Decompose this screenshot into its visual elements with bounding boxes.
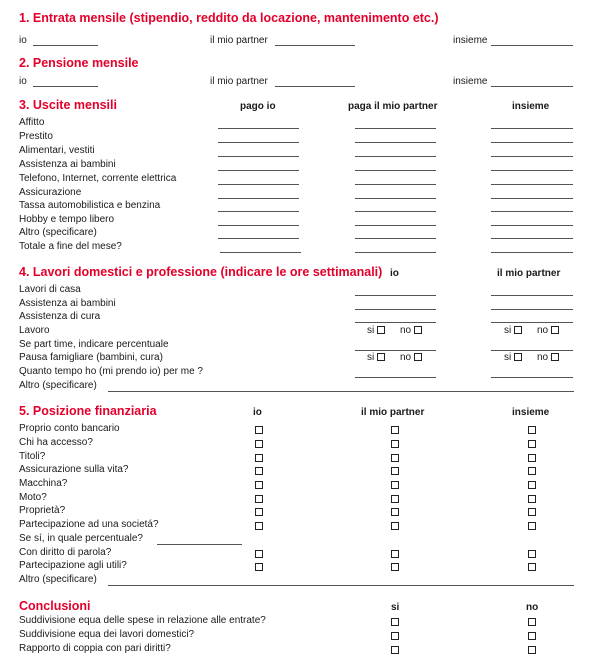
checkbox-partner[interactable]: [391, 508, 399, 516]
expense-field-together[interactable]: [491, 156, 573, 157]
checkbox-partner[interactable]: [391, 563, 399, 571]
expense-row-label: Totale a fine del mese?: [19, 241, 122, 252]
pension-me-field[interactable]: [33, 86, 98, 87]
housework-row-label: Lavoro: [19, 325, 50, 336]
section-2-title: 2. Pensione mensile: [19, 56, 139, 70]
checkbox-partner[interactable]: [391, 454, 399, 462]
checkbox-partner[interactable]: [391, 481, 399, 489]
expense-field-partner[interactable]: [355, 156, 436, 157]
checkbox-partner[interactable]: [391, 550, 399, 558]
checkbox-me[interactable]: [255, 481, 263, 489]
income-me-field[interactable]: [33, 45, 98, 46]
yes-option-me[interactable]: [367, 325, 385, 336]
finance-row-label: Se sí, in quale percentuale?: [19, 533, 143, 544]
no-option-me[interactable]: [400, 325, 422, 336]
expense-field-together[interactable]: [491, 184, 573, 185]
no-label: no: [400, 325, 412, 336]
col-header-me: io: [390, 268, 399, 279]
finance-row-label: Con diritto di parola?: [19, 547, 112, 558]
no-option-partner[interactable]: [537, 352, 559, 363]
housework-row-label: Altro (specificare): [19, 380, 97, 391]
col-header-together: insieme: [512, 101, 550, 112]
finance-row-label: Partecipazione agli utili?: [19, 560, 127, 571]
expense-row-label: Alimentari, vestiti: [19, 145, 95, 156]
hours-field-me[interactable]: [355, 377, 436, 378]
section-5-title: 5. Posizione finanziaria: [19, 404, 157, 418]
checkbox-me[interactable]: [255, 495, 263, 503]
expense-row-label: Telefono, Internet, corrente elettrica: [19, 173, 177, 184]
expense-field-partner[interactable]: [355, 252, 436, 253]
other-specify-field[interactable]: [108, 585, 574, 586]
hours-field-partner[interactable]: [491, 309, 573, 310]
no-option-me[interactable]: [400, 352, 422, 363]
checkbox-partner[interactable]: [391, 426, 399, 434]
expense-field-me[interactable]: [220, 252, 301, 253]
checkbox-yes[interactable]: [391, 632, 399, 640]
expense-field-together[interactable]: [491, 198, 573, 199]
expense-row-label: Assistenza ai bambini: [19, 159, 116, 170]
conclusions-title: Conclusioni: [19, 599, 91, 613]
housework-row-label: Quanto tempo ho (mi prendo io) per me ?: [19, 366, 203, 377]
yes-checkbox[interactable]: [514, 353, 522, 361]
expense-field-together[interactable]: [491, 225, 573, 226]
finance-row-label: Proprio conto bancario: [19, 423, 120, 434]
col-header-i-pay: pago io: [240, 101, 276, 112]
checkbox-me[interactable]: [255, 467, 263, 475]
expense-row-label: Assicurazione: [19, 187, 82, 198]
expense-field-together[interactable]: [491, 142, 573, 143]
checkbox-together[interactable]: [528, 426, 536, 434]
yes-label: si: [367, 352, 375, 363]
expense-field-me[interactable]: [218, 142, 299, 143]
housework-row-label: Assistenza di cura: [19, 311, 101, 322]
hours-field-me[interactable]: [355, 295, 436, 296]
expense-field-me[interactable]: [218, 225, 299, 226]
expense-row-label: Altro (specificare): [19, 227, 97, 238]
income-together-label: insieme: [453, 35, 488, 46]
hours-field-partner[interactable]: [491, 322, 573, 323]
yes-option-partner[interactable]: [504, 325, 522, 336]
checkbox-together[interactable]: [528, 454, 536, 462]
hours-field-me[interactable]: [355, 322, 436, 323]
col-header-partner-pays: paga il mio partner: [348, 101, 438, 112]
col-header-no: no: [526, 602, 539, 613]
housework-row-label: Lavori di casa: [19, 284, 81, 295]
checkbox-no[interactable]: [528, 632, 536, 640]
checkbox-yes[interactable]: [391, 618, 399, 626]
checkbox-together[interactable]: [528, 522, 536, 530]
pension-me-label: io: [19, 76, 27, 87]
col-header-together: insieme: [512, 407, 550, 418]
finance-row-label: Titoli?: [19, 451, 46, 462]
expense-field-partner[interactable]: [355, 128, 436, 129]
expense-field-together[interactable]: [491, 170, 573, 171]
no-label: no: [537, 325, 549, 336]
expense-field-together[interactable]: [491, 238, 573, 239]
expense-field-me[interactable]: [218, 170, 299, 171]
expense-field-me[interactable]: [218, 128, 299, 129]
checkbox-together[interactable]: [528, 563, 536, 571]
conclusion-row-label: Rapporto di coppia con pari diritti?: [19, 643, 171, 654]
yes-label: si: [504, 352, 512, 363]
no-checkbox[interactable]: [414, 353, 422, 361]
yes-checkbox[interactable]: [377, 353, 385, 361]
expense-field-me[interactable]: [218, 211, 299, 212]
finance-row-label: Chi ha accesso?: [19, 437, 93, 448]
section-3-title: 3. Uscite mensili: [19, 98, 117, 112]
checkbox-no[interactable]: [528, 618, 536, 626]
checkbox-me[interactable]: [255, 522, 263, 530]
finance-row-label: Altro (specificare): [19, 574, 97, 585]
yes-label: si: [504, 325, 512, 336]
checkbox-me[interactable]: [255, 454, 263, 462]
housework-row-label: Pausa famigliare (bambini, cura): [19, 352, 163, 363]
yes-checkbox[interactable]: [377, 326, 385, 334]
expense-row-label: Hobby e tempo libero: [19, 214, 115, 225]
expense-field-partner[interactable]: [355, 184, 436, 185]
pension-together-field[interactable]: [491, 86, 573, 87]
checkbox-together[interactable]: [528, 508, 536, 516]
checkbox-yes[interactable]: [391, 646, 399, 654]
expense-field-together[interactable]: [491, 211, 573, 212]
finance-row-label: Proprietà?: [19, 505, 66, 516]
expense-field-me[interactable]: [218, 156, 299, 157]
expense-field-me[interactable]: [218, 198, 299, 199]
checkbox-me[interactable]: [255, 440, 263, 448]
hours-field-partner[interactable]: [491, 377, 573, 378]
checkbox-partner[interactable]: [391, 495, 399, 503]
expense-field-partner[interactable]: [355, 170, 436, 171]
expense-field-partner[interactable]: [355, 238, 436, 239]
yes-option-partner[interactable]: [504, 352, 522, 363]
pension-together-label: insieme: [453, 76, 488, 87]
no-option-partner[interactable]: [537, 325, 559, 336]
checkbox-me[interactable]: [255, 563, 263, 571]
no-label: no: [537, 352, 549, 363]
expense-field-partner[interactable]: [355, 211, 436, 212]
housework-row-label: Se part time, indicare percentuale: [19, 339, 169, 350]
checkbox-no[interactable]: [528, 646, 536, 654]
expense-row-label: Affitto: [19, 117, 45, 128]
checkbox-me[interactable]: [255, 426, 263, 434]
checkbox-me[interactable]: [255, 550, 263, 558]
yes-option-me[interactable]: [367, 352, 385, 363]
expense-field-partner[interactable]: [355, 142, 436, 143]
finance-row-label: Assicurazione sulla vita?: [19, 464, 129, 475]
checkbox-together[interactable]: [528, 440, 536, 448]
expense-field-me[interactable]: [218, 238, 299, 239]
no-checkbox[interactable]: [551, 353, 559, 361]
checkbox-partner[interactable]: [391, 522, 399, 530]
col-header-me: io: [253, 407, 262, 418]
income-partner-field[interactable]: [275, 45, 355, 46]
checkbox-together[interactable]: [528, 467, 536, 475]
no-checkbox[interactable]: [551, 326, 559, 334]
pension-partner-field[interactable]: [275, 86, 355, 87]
yes-label: si: [367, 325, 375, 336]
expense-field-me[interactable]: [218, 184, 299, 185]
hours-field-partner[interactable]: [491, 295, 573, 296]
no-checkbox[interactable]: [414, 326, 422, 334]
hours-field-me[interactable]: [355, 350, 436, 351]
section-1-title: 1. Entrata mensile (stipendio, reddito da locazione, mantenimento etc.): [19, 11, 439, 25]
income-me-label: io: [19, 35, 27, 46]
finance-row-label: Macchina?: [19, 478, 68, 489]
expense-row-label: Prestito: [19, 131, 53, 142]
income-together-field[interactable]: [491, 45, 573, 46]
section-4-title: 4. Lavori domestici e professione (indicare le ore settimanali): [19, 265, 383, 279]
hours-field-partner[interactable]: [491, 350, 573, 351]
yes-checkbox[interactable]: [514, 326, 522, 334]
checkbox-me[interactable]: [255, 508, 263, 516]
other-specify-field[interactable]: [108, 391, 574, 392]
col-header-partner: il mio partner: [497, 268, 561, 279]
expense-field-partner[interactable]: [355, 225, 436, 226]
checkbox-together[interactable]: [528, 481, 536, 489]
checkbox-partner[interactable]: [391, 467, 399, 475]
finance-row-label: Partecipazione ad una societá?: [19, 519, 159, 530]
hours-field-me[interactable]: [355, 309, 436, 310]
housework-row-label: Assistenza ai bambini: [19, 298, 116, 309]
conclusion-row-label: Suddivisione equa dei lavori domestici?: [19, 629, 195, 640]
expense-field-together[interactable]: [491, 252, 573, 253]
percentage-field[interactable]: [157, 544, 242, 545]
finance-row-label: Moto?: [19, 492, 47, 503]
checkbox-together[interactable]: [528, 550, 536, 558]
conclusion-row-label: Suddivisione equa delle spese in relazione alle entrate?: [19, 615, 266, 626]
col-header-yes: si: [391, 602, 400, 613]
income-partner-label: il mio partner: [210, 35, 268, 46]
checkbox-together[interactable]: [528, 495, 536, 503]
no-label: no: [400, 352, 412, 363]
expense-field-partner[interactable]: [355, 198, 436, 199]
expense-field-together[interactable]: [491, 128, 573, 129]
pension-partner-label: il mio partner: [210, 76, 268, 87]
expense-row-label: Tassa automobilistica e benzina: [19, 200, 161, 211]
checkbox-partner[interactable]: [391, 440, 399, 448]
col-header-partner: il mio partner: [361, 407, 425, 418]
